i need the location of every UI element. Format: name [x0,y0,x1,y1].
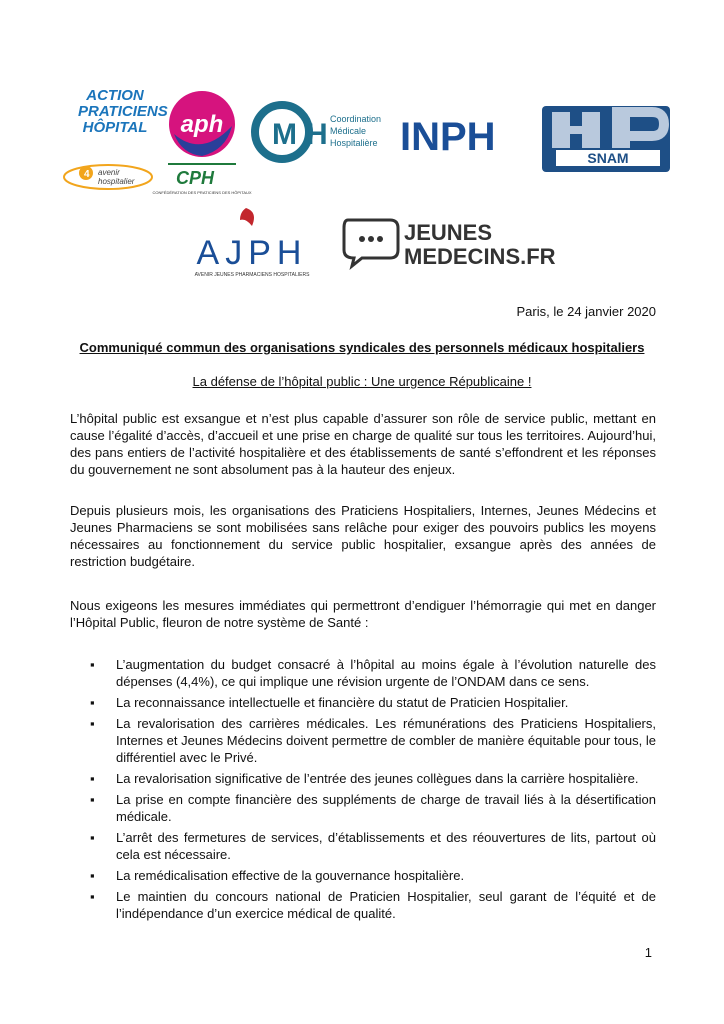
bullet-icon: ▪ [90,889,95,904]
list-item [90,656,656,690]
bullet-icon: ▪ [90,792,95,807]
cmh-logo-line-1: Coordination [330,114,382,124]
cph-logo-text: CPH [176,168,215,188]
svg-text:H: H [306,118,328,151]
page-number: 1 [644,945,652,960]
paragraph-3: Nous exigeons les mesures immédiates qui permettront d’endiguer l’hémorragie qui met en danger l’Hôpital Public, fleuron de notre système de Santé : [70,598,656,630]
svg-text:4: 4 [84,169,90,180]
ajph-logo [186,206,318,280]
avenir-hospitalier-logo [62,158,154,192]
action-praticiens-hopital-logo [78,87,168,136]
list-item [90,867,656,884]
ajph-logo-text: AJPH [196,234,308,272]
list-item-text: Le maintien du concours national de Praticien Hospitalier, seul garant de l’équité et de l’indépendance d’un exercice médical de qualité. [116,889,656,921]
inph-logo [398,112,532,159]
list-item-text: La prise en compte financière des suppléments de charge de travail liés à la désertification médicale. [116,792,656,824]
paragraph-1: L’hôpital public est exsangue et n’est plus capable d’assurer son rôle de service public, mettant en cause l’égalité d’accès, d’accueil et une prise en charge de qualité sur tous les territoires. Aujourd’hui, des pans entiers de l’activité hospitalière et des établissements de santé s’effondrent et les réponses du gouvernement ne sont absolument pas à la hauteur des enjeux. [70,411,656,477]
bullet-icon: ▪ [90,657,95,672]
cmh-logo [252,100,392,164]
list-item [90,770,656,787]
list-item-text: La reconnaissance intellectuelle et financière du statut de Praticien Hospitalier. [116,695,569,710]
cmh-logo-line-2: Médicale [330,126,367,136]
jeunes-medecins-logo [340,214,556,270]
bullet-icon: ▪ [90,868,95,883]
svg-text:avenir: avenir [98,168,120,177]
list-item [90,829,656,863]
bullet-icon: ▪ [90,771,95,786]
aph-logo-text: aph [180,111,224,138]
cph-logo-subtitle: CONFÉDÉRATION DES PRATICIENS DES HÔPITAUX [152,190,252,195]
document-title: Communiqué commun des organisations syndicales des personnels médicaux hospitaliers [79,340,645,355]
inph-logo-text: INPH [400,115,496,159]
list-item-text: L’arrêt des fermetures de services, d’établissements et des réouvertures de lits, partout où cela est nécessaire. [116,830,656,862]
list-item-text: La revalorisation des carrières médicales. Les rémunérations des Praticiens Hospitaliers, Internes et Jeunes Médecins doivent permettre de combler de manière équitable pour tous, le différentiel avec le Privé. [116,716,656,765]
list-item-text: La remédicalisation effective de la gouvernance hospitalière. [116,868,465,883]
list-item-text: L’augmentation du budget consacré à l’hôpital au moins égale à l’évolution naturelle des dépenses (4,4%), ce qui implique une révision urgente de l’ONDAM dans ce sens. [116,657,656,689]
snam-hp-logo [540,104,672,174]
bullet-icon: ▪ [90,830,95,845]
cmh-logo-line-3: Hospitalière [330,138,378,148]
aph-logo-line-1: ACTION [86,87,144,104]
bullet-icon: ▪ [90,716,95,731]
document-date: Paris, le 24 janvier 2020 [516,304,656,319]
list-item [90,715,656,766]
aph-circle-logo [166,88,238,160]
demands-list [90,656,656,926]
jeunes-medecins-line-1: JEUNES [404,220,493,245]
svg-text:M: M [272,118,297,151]
aph-logo-line-2: PRATICIENS [78,103,168,120]
svg-text:hospitalier: hospitalier [98,177,135,186]
cph-logo [152,160,252,204]
paragraph-2: Depuis plusieurs mois, les organisations des Praticiens Hospitaliers, Internes, Jeunes Médecins et Jeunes Pharmaciens se sont mobilisées sans relâche pour exiger des pouvoirs publics les moyens nécessaires au fonctionnement du service public hospitalier, exsangue après des années de restriction budgétaire. [70,503,656,569]
jeunes-medecins-line-2: MEDECINS.FR [404,244,556,269]
bullet-icon: ▪ [90,695,95,710]
snam-logo-text: SNAM [587,150,629,166]
list-item-text: La revalorisation significative de l’entrée des jeunes collègues dans la carrière hospitalière. [116,771,639,786]
ajph-logo-subtitle: AVENIR JEUNES PHARMACIENS HOSPITALIERS [194,272,310,278]
list-item [90,791,656,825]
aph-logo-line-3: HÔPITAL [82,119,148,136]
list-item [90,888,656,922]
list-item [90,694,656,711]
document-subtitle: La défense de l’hôpital public : Une urgence Républicaine ! [192,374,532,389]
